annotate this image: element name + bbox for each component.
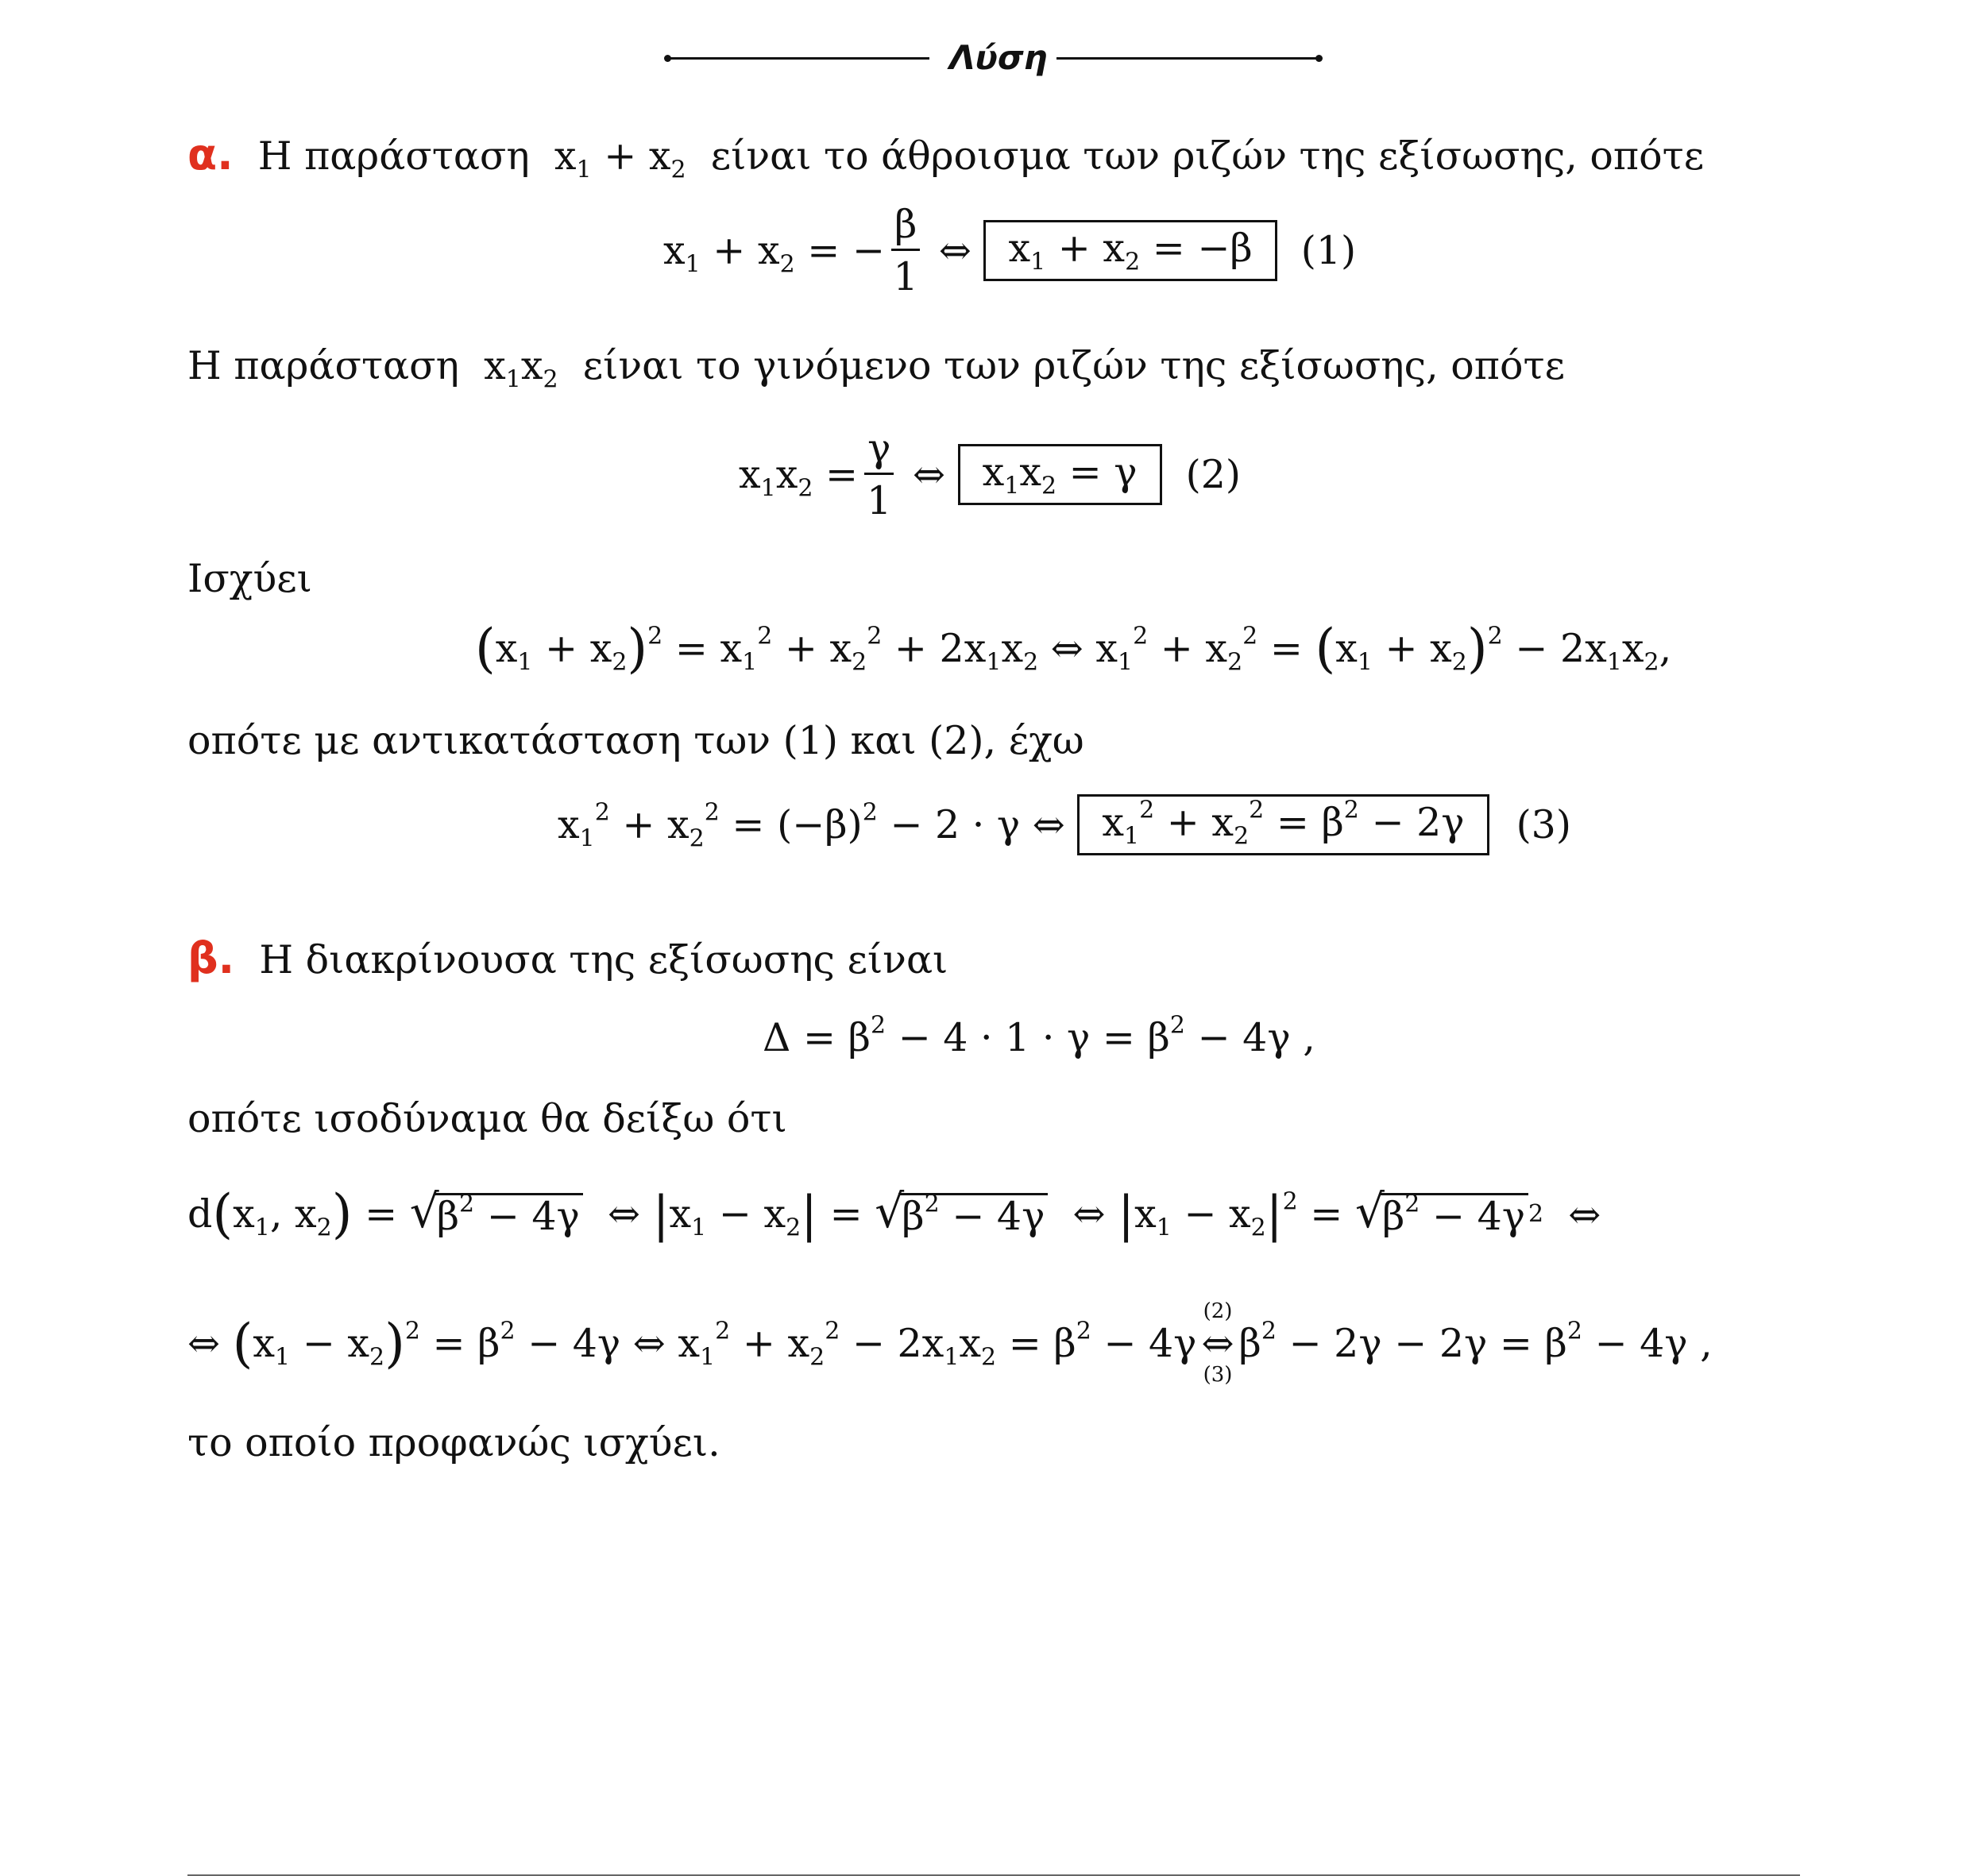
boxed-result-2: $x_1x_2 = \gamma$ — [958, 444, 1162, 505]
boxed-result-1: $x_1 + x_2 = -\beta$ — [983, 220, 1277, 281]
equation-3: $x_1^2 + x_2^2 = (-\beta)^2 - 2 \cdot \gamma$ ⇔ $x_1^2 + x_2^2 = \beta^2 - 2\gamma$ (3) — [558, 794, 1571, 855]
part-a-marker: α. — [187, 129, 234, 179]
boxed-result-3: $x_1^2 + x_2^2 = \beta^2 - 2\gamma$ — [1077, 794, 1489, 855]
product-intro: Η παράσταση — [187, 343, 459, 388]
distance-equation: $d(x_1$, $x_2$) = √ $\beta^2 - 4\gamma$ ⇔ $|x_1 - x_2|$ = √ $\beta^2 - 4\gamma$ ⇔ $|x_1 - x_2|^2$ = √ $\beta^2 - 4\gamma$ 2 ⇔ — [187, 1188, 1601, 1241]
fraction-beta-over-1: $\frac{\beta}{1}$ — [891, 205, 920, 296]
part-a-line1 — [187, 129, 1705, 184]
equation-1: $x_1 + x_2$ = − $\frac{\beta}{1}$ ⇔ $x_1 + x_2 = -\beta$ (1) — [663, 202, 1357, 299]
part-b-line1 — [187, 933, 948, 983]
header-right-rule — [1056, 57, 1319, 60]
fraction-gamma-over-1: $\frac{\gamma}{1}$ — [864, 429, 894, 520]
part-a-sum-expression: $x_1 + x_2$ — [554, 133, 686, 184]
equation-3-label: (3) — [1516, 802, 1571, 847]
part-b-marker: β. — [187, 933, 235, 983]
expansion-equation: ⇔ $(x_1 - x_2)^2 = \beta^2 - 4\gamma$ ⇔ $x_1^2 + x_2^2 - 2x_1x_2 = \beta^2 - 4\gamma$ (2) ⇔ (3) $\beta^2 - 2\gamma - 2\gamma = \beta^2 - 4\gamma$ , — [187, 1299, 1713, 1388]
part-a-intro: Η παράσταση — [257, 133, 530, 179]
equation-2-label: (2) — [1185, 452, 1242, 497]
equation-1-label: (1) — [1300, 228, 1357, 273]
sqrt-discriminant-3: √ $\beta^2 - 4\gamma$ — [1355, 1193, 1528, 1236]
identity-equation: $(x_1 + x_2)^2 = x_1^2 + x_2^2 + 2x_1x_2$ ⇔ $x_1^2 + x_2^2 = (x_1 + x_2)^2 - 2x_1x_2$, — [475, 618, 1672, 679]
header-left-rule — [667, 57, 929, 60]
equivalently-text: οπότε ισοδύναμα θα δείξω ότι — [187, 1096, 787, 1141]
equivalence-with-refs: (2) ⇔ (3) — [1201, 1299, 1234, 1388]
header-right-dot — [1315, 55, 1323, 62]
sqrt-discriminant-1: √ $\beta^2 - 4\gamma$ — [410, 1193, 583, 1236]
part-a-product-line — [187, 343, 1565, 394]
product-expression: $x_1x_2$ — [484, 343, 558, 394]
header-title: Λύση — [949, 38, 1048, 77]
product-rest: είναι το γινόμενο των ριζών της εξίσωσης, οπότε — [582, 343, 1565, 388]
holds-text: Ισχύει — [187, 556, 312, 601]
part-b-intro: Η διακρίνουσα της εξίσωσης είναι — [259, 937, 948, 982]
sqrt-discriminant-2: √ $\beta^2 - 4\gamma$ — [875, 1193, 1048, 1236]
part-a-intro-rest: είναι το άθροισμα των ριζών της εξίσωσης, οπότε — [710, 133, 1705, 179]
substitution-text: οπότε με αντικατάσταση των (1) και (2), έχω — [187, 718, 1084, 763]
equation-2: $x_1x_2$ = $\frac{\gamma}{1}$ ⇔ $x_1x_2 = \gamma$ (2) — [739, 426, 1242, 523]
conclusion-text: το οποίο προφανώς ισχύει. — [187, 1420, 720, 1465]
discriminant-equation: $\Delta = \beta^2 - 4 \cdot 1 \cdot \gamma = \beta^2 - 4\gamma$ , — [763, 1011, 1315, 1060]
